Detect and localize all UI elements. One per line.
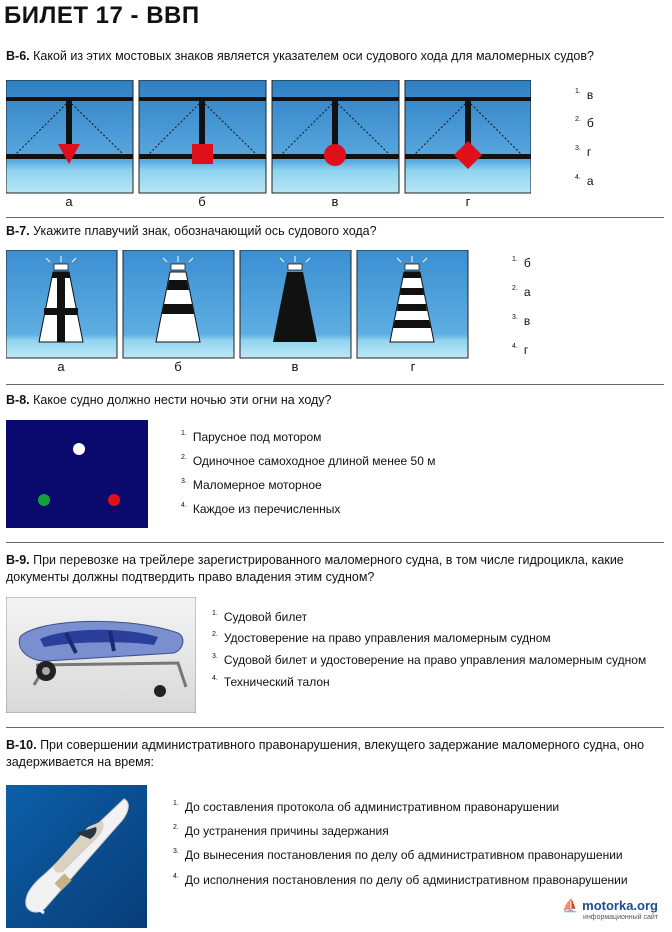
answer-option[interactable]: $^{3.}$ в: [512, 314, 531, 328]
bridge-sign-g: [405, 80, 531, 193]
question-number: В-8.: [6, 393, 30, 407]
watermark-sub: информационный сайт: [583, 914, 658, 921]
answer-option[interactable]: $^{3.}$ г: [575, 145, 592, 159]
question-number: В-7.: [6, 224, 30, 238]
question-number: В-9.: [6, 553, 30, 567]
night-lights-image: [6, 420, 148, 528]
answer-option[interactable]: $^{4.}$ Технический талон: [212, 675, 330, 689]
answer-option[interactable]: $^{1.}$ До составления протокола об административном правонарушении: [173, 800, 560, 814]
answer-option[interactable]: $^{1.}$ Судовой билет: [212, 610, 308, 624]
answer-option[interactable]: $^{4.}$ Каждое из перечисленных: [181, 502, 341, 516]
red-light-icon: [108, 494, 120, 506]
question-text: При совершении административного правонарушения, влекущего задержание маломерного судна, оно задерживается на время:: [6, 738, 645, 769]
buoy-v: [240, 250, 351, 358]
question-b9: [6, 552, 656, 586]
bridge-sign-v: [272, 80, 399, 193]
buoy-g: [357, 250, 468, 358]
question-text: При перевозке на трейлере зарегистрированного маломерного судна, в том числе гидроцикла, какие документы должны подтвердить право владения этим судном?: [6, 553, 624, 584]
divider: [6, 727, 664, 728]
divider: [6, 384, 664, 385]
answer-option[interactable]: $^{4.}$ г: [512, 343, 529, 357]
caption-a: а: [65, 194, 73, 209]
boat-logo-icon: ⛵: [562, 898, 579, 913]
answer-option[interactable]: $^{3.}$ До вынесения постановления по делу об административном правонарушении: [173, 848, 623, 862]
answer-option[interactable]: $^{2.}$ б: [575, 116, 594, 130]
question-text: Какое судно должно нести ночью эти огни на ходу?: [33, 393, 332, 407]
caption-b: б: [198, 194, 206, 209]
bridge-signs-images: [6, 80, 531, 195]
caption-b: б: [174, 359, 182, 374]
divider: [6, 542, 664, 543]
answer-option[interactable]: $^{1.}$ б: [512, 256, 531, 270]
buoy-images: [6, 250, 470, 360]
answer-option[interactable]: $^{2.}$ Удостоверение на право управления маломерным судном: [212, 631, 551, 645]
answer-option[interactable]: $^{2.}$ До устранения причины задержания: [173, 824, 389, 838]
question-text: Какой из этих мостовых знаков является указателем оси судового хода для маломерных судов?: [33, 49, 594, 63]
answer-option[interactable]: $^{4.}$ а: [575, 174, 594, 188]
green-light-icon: [38, 494, 50, 506]
bridge-sign-a: [6, 80, 133, 193]
caption-g: г: [465, 194, 471, 209]
answer-option[interactable]: $^{3.}$ Судовой билет и удостоверение на право управления маломерным судном: [212, 653, 647, 667]
question-text: Укажите плавучий знак, обозначающий ось судового хода?: [33, 224, 377, 238]
divider: [6, 217, 664, 218]
question-b7: [6, 223, 656, 240]
caption-v: в: [291, 359, 299, 374]
question-b6: [6, 48, 656, 65]
caption-a: а: [57, 359, 65, 374]
answer-option[interactable]: $^{4.}$ До исполнения постановления по делу об административном правонарушении: [173, 873, 628, 887]
page-title: БИЛЕТ 17 - ВВП: [4, 2, 200, 29]
answer-option[interactable]: $^{1.}$ Парусное под мотором: [181, 430, 322, 444]
boat-trailer-image: [6, 597, 196, 713]
question-number: В-6.: [6, 49, 30, 63]
caption-g: г: [410, 359, 416, 374]
question-number: В-10.: [6, 738, 37, 752]
answer-option[interactable]: $^{1.}$ в: [575, 88, 594, 102]
question-b8: [6, 392, 656, 409]
watermark-site: motorka.org: [582, 898, 658, 913]
motor-yacht-image: [6, 785, 147, 928]
site-watermark: [562, 898, 658, 921]
buoy-a: [6, 250, 117, 358]
answer-option[interactable]: $^{3.}$ Маломерное моторное: [181, 478, 322, 492]
question-b10: [6, 737, 656, 771]
bridge-sign-b: [139, 80, 266, 193]
white-light-icon: [73, 443, 85, 455]
caption-v: в: [331, 194, 339, 209]
answer-option[interactable]: $^{2.}$ Одиночное самоходное длиной менее 50 м: [181, 454, 436, 468]
answer-option[interactable]: $^{2.}$ а: [512, 285, 531, 299]
buoy-b: [123, 250, 234, 358]
